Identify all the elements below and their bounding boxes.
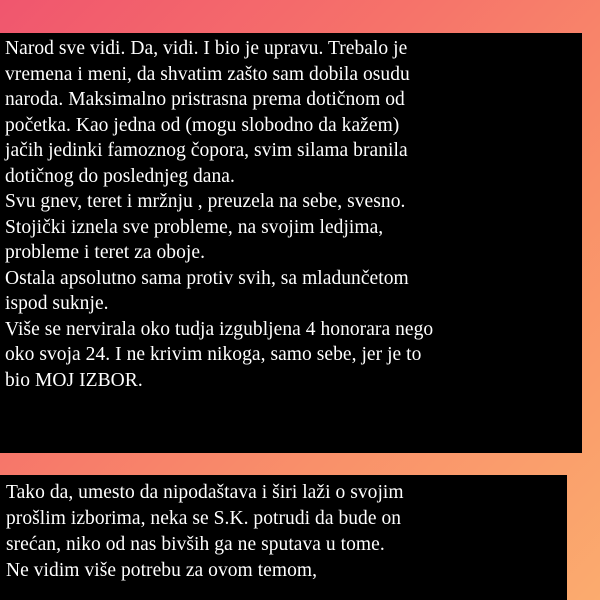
story-text-block-2 bbox=[0, 475, 567, 600]
text-line: srećan, niko od nas bivših ga ne sputava u tome. bbox=[6, 534, 385, 555]
text-line: ispod suknje. bbox=[5, 293, 109, 314]
text-line: jačih jedinki famoznog čopora, svim silama branila bbox=[5, 140, 408, 161]
text-line: bio MOJ IZBOR. bbox=[5, 369, 143, 391]
story-text-block-1 bbox=[0, 33, 582, 453]
text-line: dotičnog do poslednjeg dana. bbox=[5, 165, 235, 187]
text-line: probleme i teret za oboje. bbox=[5, 242, 206, 263]
text-line: Stojički iznela sve probleme, na svojim ledjima, bbox=[5, 216, 384, 238]
text-line: Tako da, umesto da nipodaštava i širi laži o svojim bbox=[6, 482, 404, 503]
text-line: početka. Kao jedna od (mogu slobodno da kažem) bbox=[5, 114, 400, 136]
text-line: Ne vidim više potrebu za ovom temom, bbox=[6, 560, 318, 581]
text-line: oko svoja 24. I ne krivim nikoga, samo sebe, jer je to bbox=[5, 344, 422, 365]
text-line: Svu gnev, teret i mržnju , preuzela na sebe, svesno. bbox=[5, 191, 406, 212]
text-line: Ostala apsolutno sama protiv svih, sa mladunčetom bbox=[5, 267, 409, 289]
text-line: vremena i meni, da shvatim zašto sam dobila osudu bbox=[5, 63, 410, 85]
text-line: prošlim izborima, neka se S.K. potrudi da bude on bbox=[6, 508, 402, 529]
text-line: Više se nervirala oko tudja izgubljena 4 honorara nego bbox=[5, 318, 434, 340]
text-line: naroda. Maksimalno pristrasna prema dotičnom od bbox=[5, 89, 405, 110]
text-line: Narod sve vidi. Da, vidi. I bio je upravu. Trebalo je bbox=[5, 38, 408, 59]
